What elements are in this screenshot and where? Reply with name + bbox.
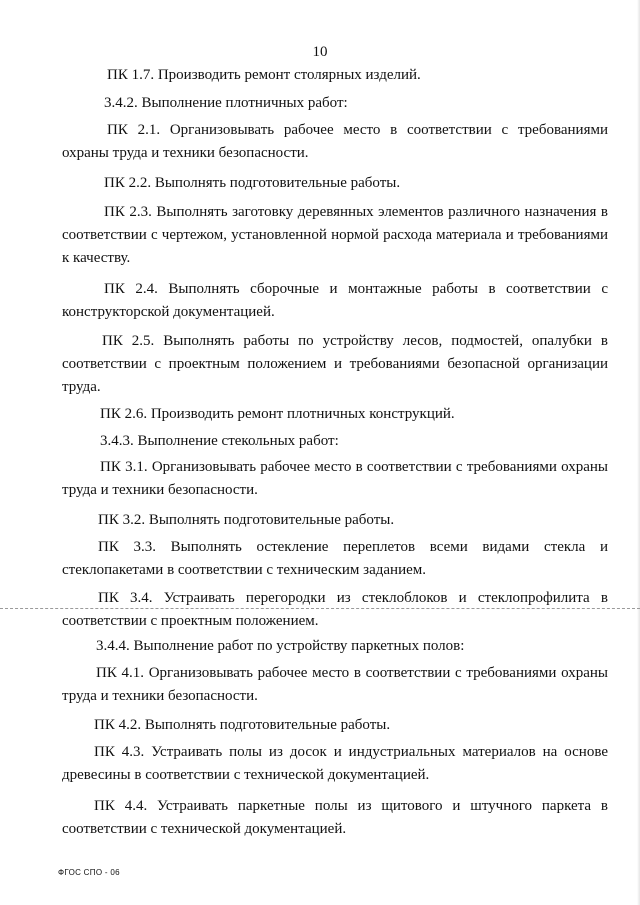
page-number: 10	[312, 44, 328, 60]
paragraph-pk-4-2: ПК 4.2. Выполнять подготовительные работы.	[94, 717, 391, 733]
paragraph-pk-3-4: ПК 3.4. Устраивать перегородки из стеклоблоков и стеклопрофилита в соответствии с проектным положением.	[62, 590, 608, 629]
paragraph-pk-3-1: ПК 3.1. Организовывать рабочее место в соответствии с требованиями охраны труда и техники безопасности.	[62, 459, 608, 498]
section-heading-3-4-3: 3.4.3. Выполнение стекольных работ:	[100, 433, 339, 449]
paragraph-pk-2-4: ПК 2.4. Выполнять сборочные и монтажные работы в соответствии с конструкторской документацией.	[62, 281, 608, 320]
footer-standard-code: ФГОС СПО - 06	[58, 868, 120, 877]
paragraph-pk-2-3: ПК 2.3. Выполнять заготовку деревянных элементов различного назначения в соответствии с чертежом, установленной нормой расхода материала и требованиями к качеству.	[62, 204, 608, 266]
paragraph-pk-2-6: ПК 2.6. Производить ремонт плотничных конструкций.	[100, 406, 455, 422]
paragraph-pk-1-7: ПК 1.7. Производить ремонт столярных изделий.	[107, 67, 421, 83]
paragraph-pk-3-2: ПК 3.2. Выполнять подготовительные работы.	[98, 512, 395, 528]
paragraph-pk-2-2: ПК 2.2. Выполнять подготовительные работы.	[104, 175, 401, 191]
section-heading-3-4-2: 3.4.2. Выполнение плотничных работ:	[104, 95, 348, 111]
paragraph-pk-4-4: ПК 4.4. Устраивать паркетные полы из щитового и штучного паркета в соответствии с технической документацией.	[62, 798, 608, 837]
paragraph-pk-4-3: ПК 4.3. Устраивать полы из досок и индустриальных материалов на основе древесины в соответствии с технической документацией.	[62, 744, 608, 783]
paragraph-pk-2-5: ПК 2.5. Выполнять работы по устройству лесов, подмостей, опалубки в соответствии с проектным положением и требованиями безопасной организации труда.	[62, 333, 608, 395]
paragraph-pk-3-3: ПК 3.3. Выполнять остекление переплетов всеми видами стекла и стеклопакетами в соответствии с техническим заданием.	[62, 539, 608, 578]
paragraph-pk-2-1: ПК 2.1. Организовывать рабочее место в соответствии с требованиями охраны труда и техники безопасности.	[62, 122, 608, 161]
section-heading-3-4-4: 3.4.4. Выполнение работ по устройству паркетных полов:	[96, 638, 465, 654]
paragraph-pk-4-1: ПК 4.1. Организовывать рабочее место в соответствии с требованиями охраны труда и техники безопасности.	[62, 665, 608, 704]
